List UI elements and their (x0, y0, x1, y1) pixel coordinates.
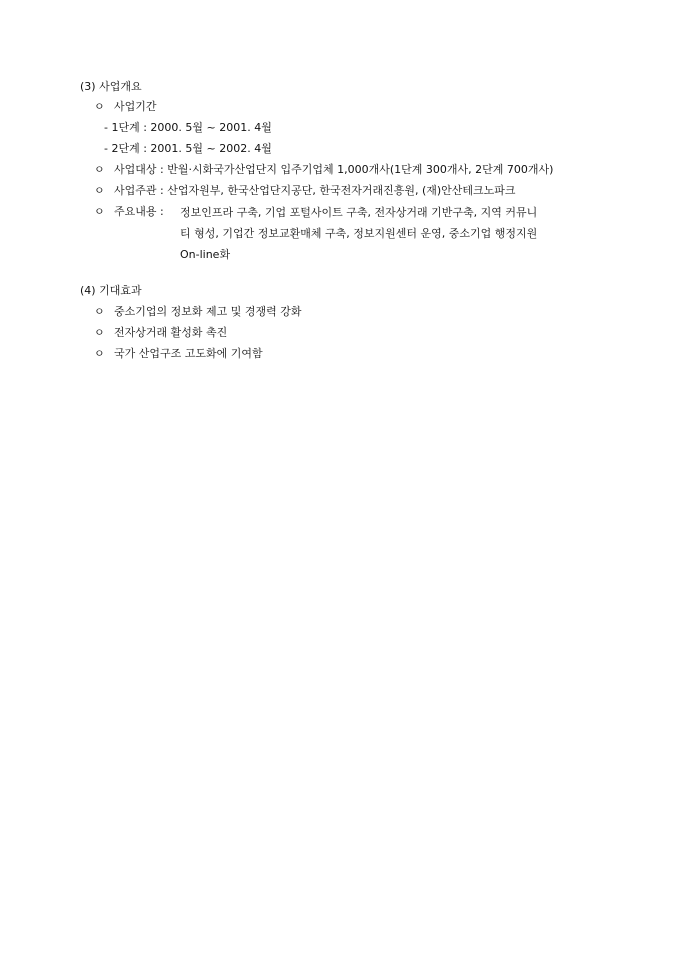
period-phase-1: - 1단계 : 2000. 5월 ~ 2001. 4월 (104, 121, 272, 134)
content-description (180, 202, 600, 265)
section-4-heading: (4) 기대효과 (80, 284, 142, 297)
period-label: 사업기간 (114, 100, 157, 113)
target-item (94, 160, 553, 180)
bullet-icon: ㅇ (94, 184, 105, 197)
target-text: 사업대상 : 반월·시화국가산업단지 입주기업체 1,000개사(1단계 300개사, 2단계 700개사) (114, 163, 554, 176)
host-item (94, 181, 516, 201)
bullet-icon: ㅇ (94, 305, 105, 318)
bullet-icon: ㅇ (94, 326, 105, 339)
effect-item (94, 344, 263, 364)
content-item (94, 202, 164, 222)
content-line-3: On-line화 (180, 248, 231, 261)
bullet-icon: ㅇ (94, 163, 105, 176)
section-3-heading: (3) 사업개요 (80, 80, 142, 93)
content-line-2: 티 형성, 기업간 정보교환매체 구축, 정보지원센터 운영, 중소기업 행정지원 (180, 227, 538, 240)
period-phase-2: - 2단계 : 2001. 5월 ~ 2002. 4월 (104, 142, 272, 155)
bullet-icon: ㅇ (94, 347, 105, 360)
effect-text: 전자상거래 활성화 촉진 (114, 326, 228, 339)
content-line-1: 정보인프라 구축, 기업 포털사이트 구축, 전자상거래 기반구축, 지역 커뮤니 (180, 206, 538, 219)
effect-text: 국가 산업구조 고도화에 기여함 (114, 347, 263, 360)
host-text: 사업주관 : 산업자원부, 한국산업단지공단, 한국전자거래진흥원, (재)안산테크노파크 (114, 184, 516, 197)
effect-item (94, 302, 302, 322)
effect-item (94, 323, 227, 343)
effect-text: 중소기업의 정보화 제고 및 경쟁력 강화 (114, 305, 302, 318)
content-label: 주요내용 : (114, 205, 164, 218)
bullet-icon: ㅇ (94, 100, 105, 113)
bullet-icon: ㅇ (94, 205, 105, 218)
period-item (94, 97, 157, 117)
